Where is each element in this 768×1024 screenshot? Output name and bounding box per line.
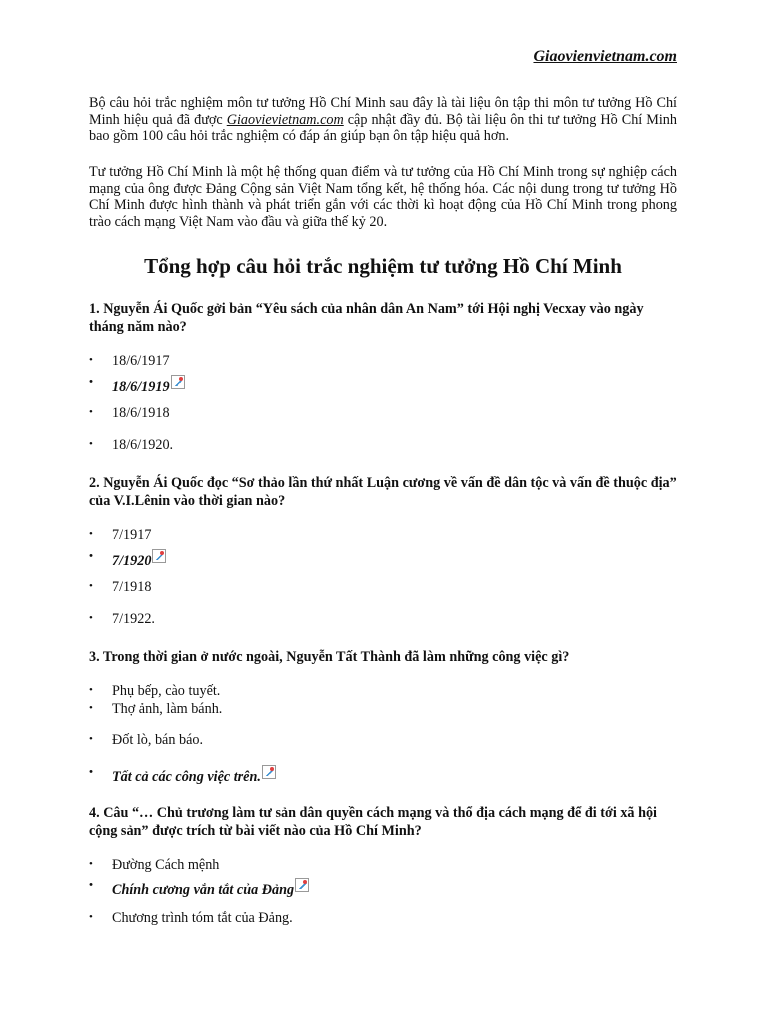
answer-text: Chính cương vắn tắt của Đảng	[112, 882, 295, 898]
answer-option: • 18/6/1918	[112, 405, 170, 422]
question-3: 3. Trong thời gian ở nước ngoài, Nguyễn Tất Thành đã làm những công việc gì?	[89, 649, 570, 665]
question-2: 2. Nguyễn Ái Quốc đọc “Sơ thảo lần thứ nhất Luận cương về vấn đề dân tộc và vấn đề thuộc địa” của V.I.Lênin vào thời gian nào?	[89, 475, 677, 509]
answer-text: 18/6/1919	[112, 379, 170, 395]
broken-image-icon	[295, 878, 309, 892]
page-title: Tổng hợp câu hỏi trắc nghiệm tư tưởng Hồ Chí Minh	[144, 254, 622, 278]
broken-image-icon	[171, 375, 185, 389]
question-1: 1. Nguyễn Ái Quốc gởi bản “Yêu sách của nhân dân An Nam” tới Hội nghị Vecxay vào ngày tháng năm nào?	[89, 301, 644, 335]
site-header-link[interactable]: Giaovienvietnam.com	[533, 48, 677, 65]
answer-option: • 7/1918	[112, 579, 151, 596]
answer-option: • Phụ bếp, cào tuyết.	[112, 683, 220, 700]
answer-option: • Chương trình tóm tắt của Đảng.	[112, 910, 293, 927]
question-4: 4. Câu “… Chủ trương làm tư sản dân quyền cách mạng và thổ địa cách mạng để đi tới xã hội cộng sản” được trích từ bài viết nào của Hồ Chí Minh?	[89, 805, 657, 839]
broken-image-icon	[152, 549, 166, 563]
answer-option: • Đốt lò, bán báo.	[112, 732, 203, 749]
answer-text: 7/1920	[112, 553, 152, 569]
answer-option: • Đường Cách mệnh	[112, 857, 219, 874]
answer-option-correct	[112, 549, 166, 570]
broken-image-icon	[262, 765, 276, 779]
answer-option: • Thợ ảnh, làm bánh.	[112, 701, 222, 718]
answer-option-correct	[112, 878, 309, 899]
answer-text: Tất cả các công việc trên.	[112, 769, 261, 785]
intro-text-1: Bộ câu hỏi trắc nghiệm môn tư tưởng Hồ Chí Minh sau đây là tài liệu ôn tập thi môn tư tưởng Hồ Chí Minh hiệu quả đã được	[89, 95, 677, 128]
answer-option: • 7/1917	[112, 527, 151, 544]
answer-option: • 7/1922.	[112, 611, 155, 628]
answer-option-correct	[112, 765, 276, 786]
answer-option-correct	[112, 375, 185, 396]
intro-paragraph-2: Tư tưởng Hồ Chí Minh là một hệ thống quan điểm và tư tưởng của Hồ Chí Minh trong sự nghiệp cách mạng của ông được Đảng Cộng sản Việt Nam tổng kết, hệ thống hóa. Các nội dung trong tư tưởng Hồ Chí Minh được hình thành và phát triển gắn với các thời kì hoạt động của Hồ Chí Minh trong phong trào cách mạng Việt Nam vào đầu và giữa thế kỷ 20.	[89, 164, 677, 230]
answer-option: • 18/6/1920.	[112, 437, 173, 454]
answer-option: • 18/6/1917	[112, 353, 170, 370]
intro-site-link[interactable]: Giaovievietnam.com	[226, 111, 344, 128]
intro-paragraph-1	[89, 95, 677, 145]
intro-text-1b: cập nhật đầy đủ. Bộ tài liệu ôn thi tư tưởng Hồ Chí Minh bao gồm 100 câu hỏi trắc nghiệm có đáp án giúp bạn ôn tập hiệu quả hơn.	[89, 111, 677, 144]
